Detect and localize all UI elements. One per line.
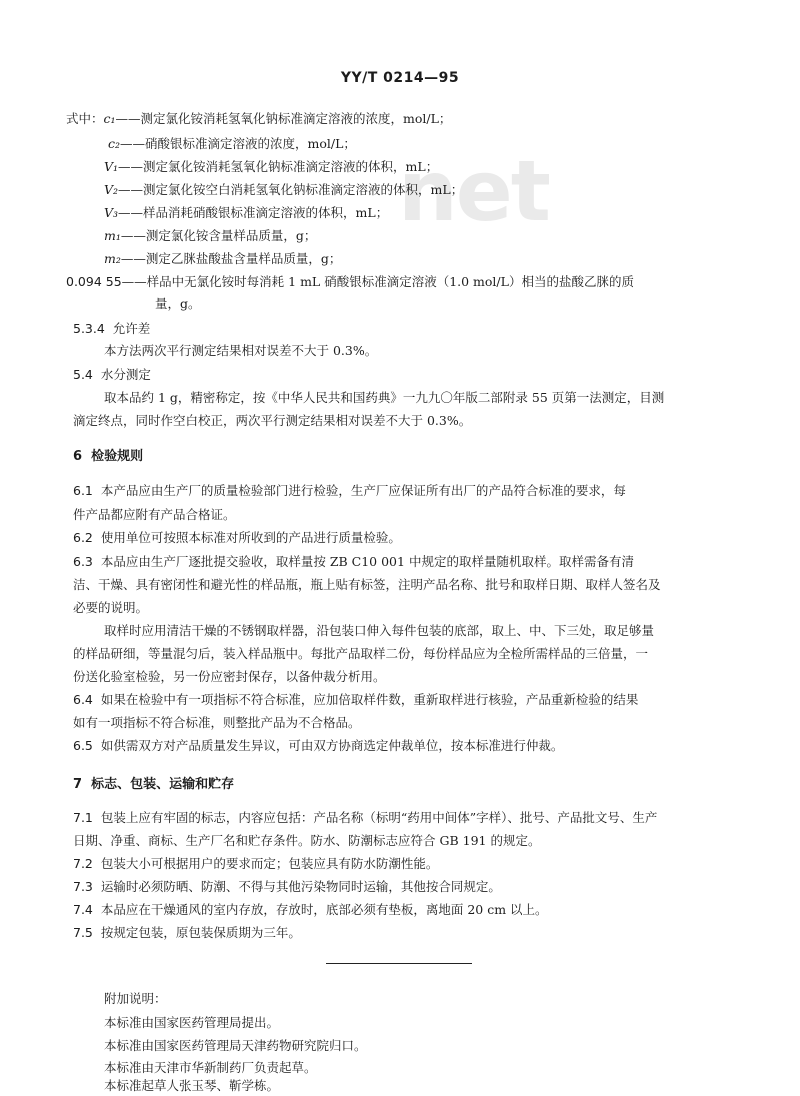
clause-text: 如果在检验中有一项指标不符合标准，应加倍取样件数，重新取样进行核验，产品重新检验的结果: [100, 692, 639, 707]
definition-text: ——样品消耗硝酸银标准滴定溶液的体积，mL；: [118, 205, 389, 220]
clause-7-5: [73, 927, 301, 940]
definition-text: ——测定乙脒盐酸盐含量样品质量，g；: [120, 251, 342, 266]
clause-6-3-cont: 必要的说明。: [73, 600, 149, 615]
section-6-heading: [73, 450, 143, 463]
clause-6-1: [73, 485, 626, 498]
clause-7-3: [73, 881, 501, 894]
clause-7-1-cont: 日期、净重、商标、生产厂名和贮存条件。防水、防潮标志应符合 GB 191 的规定。: [73, 833, 541, 848]
definition-text: ——测定氯化铵消耗氢氧化钠标准滴定溶液的浓度，mol/L；: [115, 111, 452, 126]
clause-6-3-para: 取样时应用清洁干燥的不锈钢取样器，沿包装口伸入每件包装的底部，取上、中、下三处，取足够量: [104, 623, 655, 638]
page-header: YY/T 0214—95: [340, 70, 460, 86]
definition-row: [104, 207, 388, 220]
definition-text: ——测定氯化铵消耗氢氧化钠标准滴定溶液的体积，mL；: [118, 159, 439, 174]
clause-6-4: [73, 694, 638, 707]
definition-text: ——测定氯化铵空白消耗氢氧化钠标准滴定溶液的体积，mL；: [118, 182, 464, 197]
definition-symbol: m₁: [104, 228, 121, 243]
constant-text: ——样品中无氯化铵时每消耗 1 mL 硝酸银标准滴定溶液（1.0 mol/L）相当的盐酸乙脒的质: [121, 274, 634, 289]
section-number: 5.4: [73, 367, 93, 382]
definition-text: ——硝酸银标准滴定溶液的浓度，mol/L；: [120, 136, 356, 151]
definition-symbol: V₂: [104, 182, 119, 197]
section-number: 5.3.4: [73, 321, 105, 336]
notes-line: 本标准起草人张玉琴、靳学栋。: [104, 1078, 280, 1093]
notes-line: 本标准由国家医药管理局天津药物研究院归口。: [104, 1038, 367, 1053]
section-5-4-body: 取本品约 1 g，精密称定，按《中华人民共和国药典》一九九〇年版二部附录 55 页第一法测定，目测: [104, 390, 665, 405]
section-number: 7: [73, 777, 83, 792]
definition-row: [66, 113, 451, 126]
clause-number: 6.5: [73, 738, 93, 753]
definition-row: [104, 161, 438, 174]
clause-text: 本品应由生产厂逐批提交验收，取样量按 ZB C10 001 中规定的取样量随机取样。取样需备有清: [100, 554, 634, 569]
clause-number: 7.3: [73, 879, 93, 894]
clause-number: 6.3: [73, 554, 93, 569]
notes-line: 本标准由天津市华新制药厂负责起草。: [104, 1060, 317, 1075]
notes-line: 本标准由国家医药管理局提出。: [104, 1015, 280, 1030]
definition-symbol: c₂: [108, 136, 121, 151]
section-title: 允许差: [112, 321, 151, 336]
clause-text: 包装大小可根据用户的要求而定；包装应具有防水防潮性能。: [100, 856, 439, 871]
clause-6-5: [73, 740, 563, 753]
clause-number: 7.5: [73, 925, 93, 940]
clause-6-3: [73, 556, 634, 569]
clause-6-3-para: 的样品研细，等量混匀后，装入样品瓶中。每批产品取样二份，每份样品应为全检所需样品的三倍量，一: [73, 646, 649, 661]
clause-6-3-para: 份送化验室检验，另一份应密封保存，以备仲裁分析用。: [73, 669, 386, 684]
clause-text: 本品应在干燥通风的室内存放，存放时，底部必须有垫板，离地面 20 cm 以上。: [100, 902, 548, 917]
clause-number: 7.2: [73, 856, 93, 871]
clause-text: 包装上应有牢固的标志，内容应包括：产品名称（标明“药用中间体”字样）、批号、产品批文号、生产: [100, 810, 658, 825]
section-5-3-4-heading: [73, 323, 150, 336]
definition-symbol: V₃: [104, 205, 119, 220]
clause-number: 6.2: [73, 530, 93, 545]
clause-text: 运输时必须防晒、防潮、不得与其他污染物同时运输，其他按合同规定。: [100, 879, 501, 894]
clause-6-4-cont: 如有一项指标不符合标准，则整批产品为不合格品。: [73, 715, 361, 730]
section-title: 水分测定: [100, 367, 151, 382]
clause-7-2: [73, 858, 438, 871]
clause-text: 如供需双方对产品质量发生异议，可由双方协商选定仲裁单位，按本标准进行仲裁。: [100, 738, 564, 753]
watermark: net: [398, 142, 549, 240]
clause-number: 7.1: [73, 810, 93, 825]
clause-number: 6.1: [73, 483, 93, 498]
definition-row: [104, 184, 463, 197]
definition-symbol: V₁: [104, 159, 119, 174]
clause-number: 7.4: [73, 902, 93, 917]
definition-text: ——测定氯化铵含量样品质量，g；: [120, 228, 317, 243]
clause-6-3-cont: 洁、干燥、具有密闭性和避光性的样品瓶，瓶上贴有标签，注明产品名称、批号和取样日期、取样人签名及: [73, 577, 661, 592]
section-5-4-heading: [73, 369, 151, 382]
clause-text: 按规定包装，原包装保质期为三年。: [100, 925, 301, 940]
divider-line: [326, 963, 472, 964]
constant-value: 0.094 55: [66, 274, 122, 289]
clause-7-4: [73, 904, 548, 917]
definition-symbol: m₂: [104, 251, 121, 266]
definition-row: [108, 138, 356, 151]
definition-prefix: 式中：: [66, 111, 104, 126]
section-5-4-body: 滴定终点，同时作空白校正，两次平行测定结果相对误差不大于 0.3%。: [73, 413, 472, 428]
notes-title: 附加说明：: [104, 991, 167, 1006]
section-7-heading: [73, 778, 234, 791]
section-title: 检验规则: [91, 449, 144, 464]
section-number: 6: [73, 449, 83, 464]
definition-symbol: c₁: [103, 111, 116, 126]
clause-text: 本产品应由生产厂的质量检验部门进行检验，生产厂应保证所有出厂的产品符合标准的要求，每: [100, 483, 626, 498]
clause-number: 6.4: [73, 692, 93, 707]
clause-6-1-cont: 件产品都应附有产品合格证。: [73, 507, 236, 522]
clause-6-2: [73, 532, 401, 545]
definition-row: [104, 253, 341, 266]
clause-text: 使用单位可按照本标准对所收到的产品进行质量检验。: [100, 530, 401, 545]
clause-7-1: [73, 812, 657, 825]
definition-row-constant: [66, 276, 634, 289]
constant-text-continued: 量，g。: [155, 296, 201, 311]
section-5-3-4-body: 本方法两次平行测定结果相对误差不大于 0.3%。: [104, 343, 378, 358]
section-title: 标志、包装、运输和贮存: [91, 777, 235, 792]
definition-row: [104, 230, 316, 243]
